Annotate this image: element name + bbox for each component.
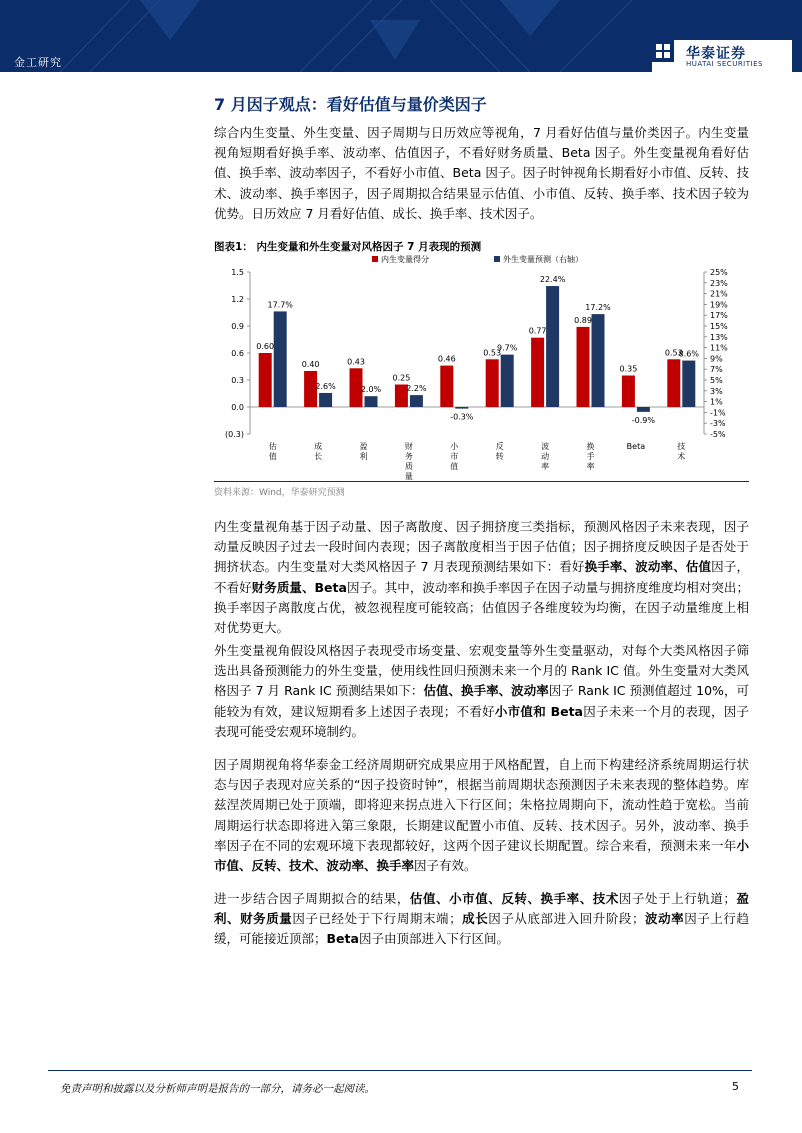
right-tick-label: 15%	[710, 322, 728, 331]
text-bold: 财务质量、Beta	[251, 579, 347, 595]
bar-exogenous	[546, 286, 559, 407]
bar-exogenous	[682, 361, 695, 407]
left-tick-label: 0.6	[231, 349, 244, 358]
right-tick-label: 11%	[710, 343, 728, 353]
category-label: 反	[495, 442, 504, 451]
bar-exogenous	[410, 395, 423, 407]
category-label: 术	[677, 452, 686, 461]
right-tick-label: 7%	[710, 365, 723, 375]
category-label: 手	[586, 452, 595, 461]
category-label: 量	[404, 472, 413, 481]
text-bold: Beta	[326, 931, 359, 947]
text: 外生变量视角假设风格因子表现受市场变量、宏观变量等外生变量驱动，对每个大类风格因子筛选出具备预测能力的外生变量，使用线性回归预测未来一个月的 Rank IC 值。外生变量对大类风格因子 7 月 Rank IC 预测结果如下：	[214, 643, 749, 699]
data-label-exogenous: 17.7%	[267, 300, 293, 310]
right-tick-label: 17%	[710, 311, 728, 321]
text: 因子。其中，波动率和换手率因子在因子动量与拥挤度维度均相对突出；换手率因子离散度占优，被忽视程度可能较高；估值因子各维度较为均衡，在因子动量维度上相对优势更大。	[214, 579, 749, 636]
bar-exogenous	[455, 407, 468, 409]
category-label: 市	[450, 452, 459, 461]
category-label: 估	[268, 442, 277, 451]
logo-text-cn: 华泰证券	[686, 46, 746, 62]
category-label: 盈	[359, 442, 368, 451]
category-label: Beta	[626, 442, 646, 451]
text-bold: 成长	[461, 911, 489, 927]
bar-endogenous	[440, 366, 453, 407]
bar-exogenous	[319, 393, 332, 407]
legend-label-endogenous: 内生变量得分	[381, 255, 429, 264]
paragraph-endogenous	[214, 517, 749, 638]
category-label: 值	[450, 462, 459, 471]
legend-swatch-endogenous	[372, 256, 378, 262]
text: 因子处于上行轨道；	[618, 891, 736, 906]
right-tick-label: 3%	[710, 386, 723, 396]
bar-endogenous	[531, 338, 544, 407]
paragraph-conclusion	[214, 889, 749, 950]
right-tick-label: 5%	[710, 376, 723, 385]
category-label: 率	[586, 462, 595, 471]
bar-exogenous	[501, 355, 514, 407]
text: 内生变量视角基于因子动量、因子离散度、因子拥挤度三类指标，预测风格因子未来表现，因子动量反映因子过去一段时间内表现；因子离散度相当于因子估值；因子拥挤度反映因子是否处于拥挤状态。内生变量对大类风格因子 7 月表现预测结果如下：看好	[214, 519, 749, 575]
left-tick-label: 0.0	[231, 403, 244, 412]
category-label: 小	[450, 442, 459, 451]
data-label-exogenous: 2.2%	[406, 384, 427, 394]
right-tick-label: 9%	[710, 354, 723, 364]
logo-mark-icon	[652, 40, 674, 62]
factor-forecast-chart	[212, 250, 752, 482]
bar-endogenous	[667, 359, 680, 407]
data-label-endogenous: 0.60	[256, 342, 275, 351]
text: 因子有效。	[414, 858, 477, 874]
bar-endogenous	[577, 327, 590, 407]
left-tick-label: 0.9	[231, 322, 244, 331]
paragraph-summary: 综合内生变量、外生变量、因子周期与日历效应等视角，7 月看好估值与量价类因子。内生变量视角短期看好换手率、波动率、估值因子，不看好财务质量、Beta 因子。外生变量视角看好估值、换手率、波动率因子，不看好小市值、Beta 因子。因子时钟视角长期看好小市值、反转、技术、波动率、换手率因子，因子周期拟合结果显示估值、小市值、反转、换手率、技术因子较为优势。日历效应 7 月看好估值、成长、换手率、技术因子。	[214, 125, 749, 221]
section-tag: 金工研究	[14, 56, 62, 69]
text: 因子周期视角将华泰金工经济周期研究成果应用于风格配置，自上而下构建经济系统周期运行状态与因子表现对应关系的“因子投资时钟”，根据当前周期状态预测因子未来表现的整体趋势。库兹涅茨周期已处于顶端，即将迎来拐点进入下行区间；朱格拉周期向下，流动性趋于宽松。当前周期运行状态即将进入第三象限，长期建议配置小市值、反转、技术因子。另外，波动率、换手率因子在不同的宏观环境下表现都较好，这两个因子建议长期配置。综合来看，预测未来一年	[214, 757, 749, 853]
footer-divider	[48, 1070, 752, 1071]
bar-exogenous	[637, 407, 650, 412]
page-title: 7 月因子观点：看好估值与量价类因子	[214, 95, 487, 114]
bar-endogenous	[259, 353, 272, 407]
figure-divider	[214, 481, 749, 482]
legend-label-exogenous: 外生变量预测（右轴）	[503, 255, 583, 264]
data-label-exogenous: 2.0%	[360, 385, 382, 395]
right-tick-label: 19%	[710, 300, 728, 310]
data-label-endogenous: 0.53	[483, 348, 502, 358]
category-label: 换	[586, 442, 595, 451]
text-bold: 估值、小市值、反转、换手率、技术	[409, 891, 619, 906]
text: 因子由顶部进入下行区间。	[358, 931, 509, 947]
text: 因子已经处于下行周期末端；	[292, 911, 462, 927]
category-label: 长	[314, 452, 323, 461]
data-label-exogenous: -0.3%	[450, 412, 474, 422]
right-tick-label: 25%	[710, 268, 728, 277]
text: 因子 Rank IC 预测值超过 10%，可能较为有效，建议短期看多上述因子表现；不看好	[214, 683, 750, 719]
figure-title: 图表1： 内生变量和外生变量对风格因子 7 月表现的预测	[214, 241, 482, 253]
bar-exogenous	[274, 311, 287, 407]
figure-source: 资料来源：Wind，华泰研究预测	[214, 488, 345, 498]
category-label: 成	[314, 442, 323, 451]
data-label-endogenous: 0.77	[528, 326, 547, 336]
right-tick-label: -3%	[710, 419, 726, 429]
category-label: 技	[677, 442, 686, 451]
data-label-exogenous: 17.2%	[585, 303, 611, 313]
paragraph-exogenous	[214, 641, 749, 742]
right-tick-label: 23%	[710, 278, 728, 288]
category-label: 率	[541, 462, 550, 471]
left-tick-label: 1.5	[231, 268, 244, 277]
data-label-endogenous: 0.46	[437, 354, 456, 364]
legend-swatch-exogenous	[494, 256, 500, 262]
data-label-endogenous: 0.40	[301, 360, 320, 369]
text: 进一步结合因子周期拟合的结果，	[214, 891, 410, 906]
text: 因子未来一个月的表现，因子表现可能受宏观环境制约。	[214, 703, 749, 739]
data-label-exogenous: -0.9%	[631, 415, 656, 425]
category-label: 利	[359, 452, 368, 461]
data-label-endogenous: 0.43	[347, 357, 365, 367]
text-bold: 换手率、波动率、估值	[584, 559, 712, 575]
left-tick-label: (0.3)	[225, 430, 244, 439]
text: 因子，不看好	[214, 559, 749, 595]
right-tick-label: 13%	[710, 332, 728, 342]
category-label: 质	[404, 462, 413, 471]
right-tick-label: 21%	[710, 289, 728, 299]
text-bold: 小市值和 Beta	[494, 703, 583, 719]
data-label-exogenous: 9.7%	[497, 343, 518, 353]
paragraph-cycle	[214, 755, 749, 876]
text-bold: 小市值、反转、技术、波动率、换手率	[214, 837, 749, 874]
left-tick-label: 1.2	[231, 295, 244, 304]
data-label-endogenous: 0.53	[664, 348, 683, 358]
left-tick-label: 0.3	[231, 376, 244, 385]
category-label: 动	[541, 452, 550, 461]
bar-exogenous	[592, 314, 605, 407]
category-label: 波	[541, 442, 550, 451]
company-logo	[652, 40, 792, 72]
right-tick-label: -5%	[710, 430, 726, 439]
page-number: 5	[732, 1080, 739, 1093]
text: 因子上行趋缓，可能接近顶部；	[214, 911, 749, 947]
data-label-exogenous: 2.6%	[315, 381, 336, 391]
data-label-exogenous: 22.4%	[539, 275, 566, 285]
text-bold: 波动率	[644, 911, 685, 927]
bar-exogenous	[365, 396, 378, 407]
right-tick-label: -1%	[710, 408, 726, 418]
text-bold: 盈利、财务质量	[214, 891, 749, 927]
category-label: 值	[268, 452, 277, 461]
data-label-exogenous: 8.6%	[678, 349, 699, 359]
data-label-endogenous: 0.35	[619, 364, 638, 374]
bar-endogenous	[622, 376, 635, 408]
bar-endogenous	[486, 359, 499, 407]
category-label: 务	[404, 452, 413, 461]
header-banner	[0, 0, 802, 72]
data-label-endogenous: 0.89	[574, 315, 592, 325]
footer-disclaimer: 免责声明和披露以及分析师声明是报告的一部分，请务必一起阅读。	[60, 1083, 375, 1095]
right-tick-label: 1%	[710, 397, 723, 407]
category-label: 转	[495, 452, 504, 461]
logo-text-en: HUATAI SECURITIES	[686, 60, 763, 68]
data-label-endogenous: 0.25	[392, 373, 411, 383]
text-bold: 估值、换手率、波动率	[423, 683, 549, 699]
text: 因子从底部进入回升阶段；	[488, 911, 645, 927]
category-label: 财	[404, 442, 413, 451]
